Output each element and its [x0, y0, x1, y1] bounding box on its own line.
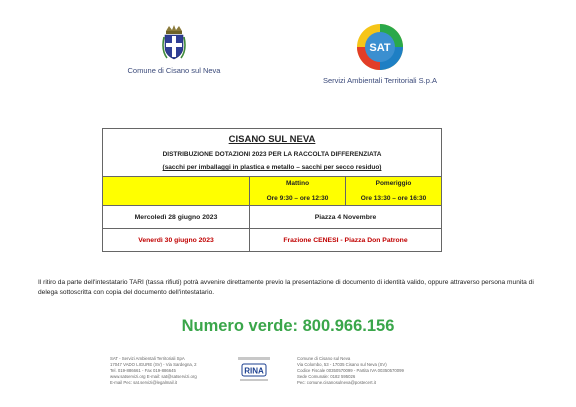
comune-crest-icon [161, 22, 187, 62]
table-subtitle: DISTRIBUZIONE DOTAZIONI 2023 PER LA RACCOLTA DIFFERENZIATA [162, 151, 382, 158]
table-subtitle-detail: (sacchi per imballaggi in plastica e metallo – sacchi per secco residuo) [162, 164, 382, 171]
row-place: Frazione CENESI - Piazza Don Patrone [250, 229, 442, 252]
afternoon-time: Ore 13:30 – ore 16:30 [360, 195, 427, 202]
table-header-cell [103, 129, 442, 177]
comune-logo-block [110, 22, 238, 75]
svg-text:RINA: RINA [244, 366, 264, 376]
afternoon-slot [346, 177, 442, 205]
footer-line: www.satservizi.org E-mail: sat@satservizi.org [110, 374, 197, 379]
comune-caption: Comune di Cisano sul Neva [127, 66, 221, 75]
numero-verde: Numero verde: 800.966.156 [181, 317, 395, 335]
footer-line: 17047 VADO LIGURE (SV) - Via Sardegna, 2 [110, 362, 197, 367]
footer-line: Codice Fiscale 00350570099 - Partita IVA 00350570099 [297, 368, 404, 373]
sat-logo-block [300, 22, 460, 85]
footer-comune-info [297, 356, 427, 386]
footer-line: Tel. 019-886661 - Fax 019-886645 [110, 368, 176, 373]
row-date: Venerdì 30 giugno 2023 [103, 229, 250, 252]
table-corner-cell [103, 177, 250, 206]
footer-line: Comune di Cisano sul Neva [297, 356, 351, 361]
table-row [103, 206, 442, 229]
footer-line: E-mail Pec: sat.servizi@legalmail.it [110, 380, 177, 385]
morning-slot [250, 177, 346, 205]
footer-line: Pec: comune.cisanosulneva@postecert.it [297, 380, 376, 385]
distribution-table [102, 128, 442, 252]
svg-text:SAT: SAT [369, 42, 391, 54]
footer-line: Sede Comunale: 0182 595026 [297, 374, 356, 379]
table-row [103, 229, 442, 252]
sat-logo-icon [355, 22, 405, 72]
time-slots-cell [250, 177, 442, 206]
footer-sat-info [110, 356, 230, 386]
table-title: CISANO SUL NEVA [228, 134, 316, 145]
footer-line: Via Colombo, 53 - 17035 Cisano sul Neva (SV) [297, 362, 387, 367]
row-place: Piazza 4 Novembre [250, 206, 442, 229]
morning-heading: Mattino [285, 180, 310, 187]
row-date: Mercoledì 28 giugno 2023 [103, 206, 250, 229]
footer-line: SAT - Servizi Ambientali Territoriali SpA [110, 356, 185, 361]
afternoon-heading: Pomeriggio [375, 180, 412, 187]
rina-cert-icon [236, 356, 272, 384]
morning-time: Ore 9:30 – ore 12:30 [266, 195, 329, 202]
sat-caption: Servizi Ambientali Territoriali S.p.A [322, 76, 438, 85]
pickup-note: Il ritiro da parte dell'intestatario TARI (tassa rifiuti) potrà avvenire direttamente previo la presentazione di documento di identità valido, oppure attraverso persona munita di delega sottoscritta con copia del documento dell'intestatario. [38, 279, 534, 296]
